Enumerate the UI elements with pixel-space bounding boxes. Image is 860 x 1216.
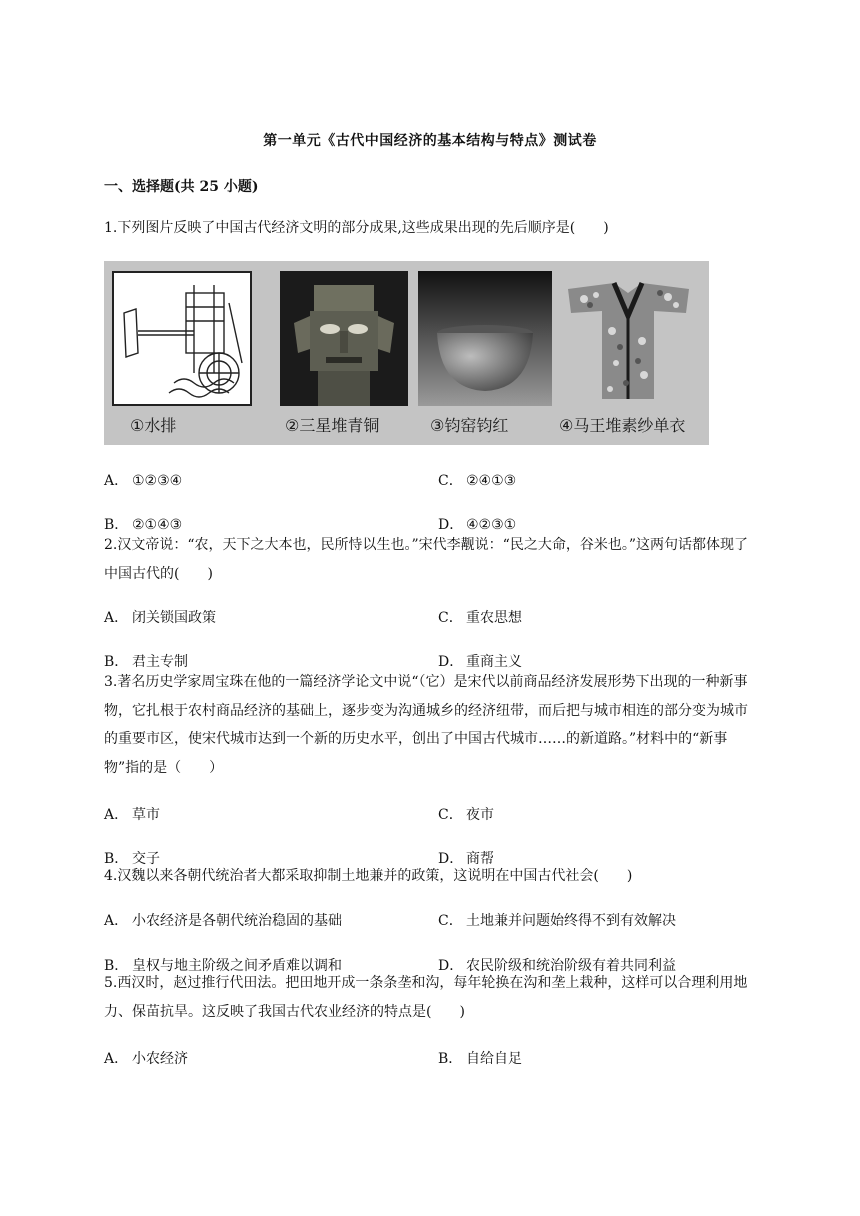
caption-silk-robe: ④马王堆素纱单衣 bbox=[559, 416, 686, 435]
water-bellows-illustration bbox=[112, 271, 252, 406]
bowl-image bbox=[418, 271, 552, 406]
option-3-a[interactable]: A． 草市 bbox=[104, 807, 160, 823]
sanxingdui-bronze-photo bbox=[280, 271, 408, 406]
option-2-c[interactable]: C． 重农思想 bbox=[438, 610, 522, 626]
silk-robe-photo bbox=[556, 271, 701, 406]
water-bellows-drawing bbox=[114, 273, 250, 404]
document-title: 第一单元《古代中国经济的基本结构与特点》测试卷 bbox=[263, 133, 597, 149]
option-2-a[interactable]: A． 闭关锁国政策 bbox=[104, 610, 216, 626]
robe-image bbox=[556, 271, 701, 406]
bronze-mask-image bbox=[280, 271, 408, 406]
option-4-c[interactable]: C． 土地兼并问题始终得不到有效解决 bbox=[438, 913, 676, 929]
option-1-d[interactable]: D． ④②③① bbox=[438, 517, 517, 533]
option-3-c[interactable]: C． 夜市 bbox=[438, 807, 494, 823]
caption-bronze: ②三星堆青铜 bbox=[285, 416, 380, 435]
jun-kiln-bowl-photo bbox=[418, 271, 552, 406]
question-3-stem: 3.著名历史学家周宝珠在他的一篇经济学论文中说“（它）是宋代以前商品经济发展形势下出现的一种新事物，它扎根于农村商品经济的基础上，逐步变为沟通城乡的经济纽带，而后把与城市相连的部分变为城市的重要市区，使宋代城市达到一个新的历史水平，创出了中国古代城市……的新道路。”材料中的“新事物”指的是（ ） bbox=[104, 674, 748, 776]
option-2-b[interactable]: B． 君主专制 bbox=[104, 654, 188, 670]
option-4-d[interactable]: D． 农民阶级和统治阶级有着共同利益 bbox=[438, 958, 676, 974]
option-1-a[interactable]: A． ①②③④ bbox=[104, 473, 183, 489]
option-2-d[interactable]: D． 重商主义 bbox=[438, 654, 522, 670]
question-2-stem: 2.汉文帝说：“农，天下之大本也，民所恃以生也。”宋代李觏说：“民之大命，谷米也。”这两句话都体现了中国古代的( ) bbox=[104, 537, 748, 582]
option-4-a[interactable]: A． 小农经济是各朝代统治稳固的基础 bbox=[104, 913, 342, 929]
option-3-d[interactable]: D． 商帮 bbox=[438, 851, 494, 867]
option-1-b[interactable]: B． ②①④③ bbox=[104, 517, 183, 533]
question-1-figure bbox=[104, 261, 709, 445]
option-4-b[interactable]: B． 皇权与地主阶级之间矛盾难以调和 bbox=[104, 958, 342, 974]
caption-water-bellows: ①水排 bbox=[130, 416, 177, 435]
caption-jun-kiln: ③钧窑钧红 bbox=[430, 416, 509, 435]
option-5-b[interactable]: B． 自给自足 bbox=[438, 1051, 522, 1067]
question-4-stem: 4.汉魏以来各朝代统治者大都采取抑制土地兼并的政策，这说明在中国古代社会( ) bbox=[104, 868, 633, 884]
question-1-stem: 1.下列图片反映了中国古代经济文明的部分成果,这些成果出现的先后顺序是( ) bbox=[104, 220, 609, 236]
question-5-stem: 5.西汉时，赵过推行代田法。把田地开成一条条垄和沟，每年轮换在沟和垄上栽种，这样可以合理利用地力、保苗抗旱。这反映了我国古代农业经济的特点是( ) bbox=[104, 975, 748, 1020]
option-1-c[interactable]: C． ②④①③ bbox=[438, 473, 517, 489]
option-3-b[interactable]: B． 交子 bbox=[104, 851, 160, 867]
section-heading: 一、选择题(共 25 小题) bbox=[104, 179, 259, 195]
option-5-a[interactable]: A． 小农经济 bbox=[104, 1051, 188, 1067]
